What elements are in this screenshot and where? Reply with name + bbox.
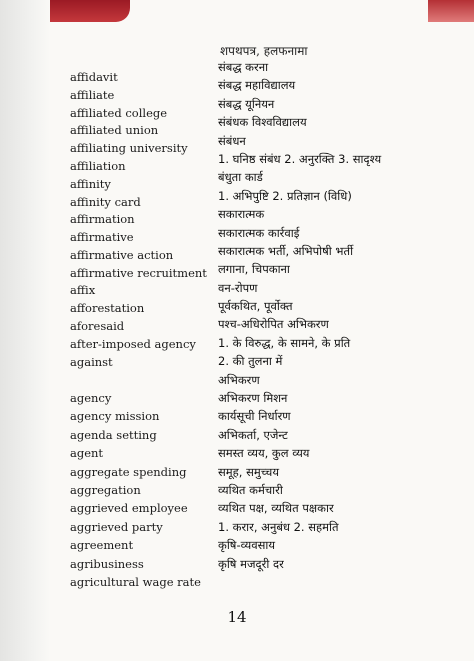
english-term: agency mission	[70, 409, 160, 424]
hindi-gloss: संबंधक विश्वविद्यालय	[218, 115, 307, 130]
glossary-row	[0, 78, 474, 102]
glossary-row	[0, 538, 474, 556]
glossary-row	[0, 244, 474, 262]
hindi-gloss: 1. करार, अनुबंध 2. सहमति	[218, 519, 339, 534]
glossary-row	[0, 317, 474, 335]
hindi-gloss: लगाना, चिपकाना	[218, 262, 290, 277]
hindi-gloss: अभिकरण	[218, 372, 260, 387]
glossary-row	[0, 557, 474, 575]
hindi-gloss: पूर्वकथित, पूर्वोक्त	[218, 299, 293, 314]
hindi-gloss: अभिकर्ता, एजेन्ट	[218, 427, 288, 442]
book-cover-edge	[50, 0, 130, 22]
hindi-gloss: समूह, समुच्चय	[218, 464, 280, 479]
english-term: affiliate	[70, 87, 115, 102]
glossary-entries	[0, 60, 474, 593]
glossary-row	[0, 391, 474, 409]
hindi-gloss: संबद्ध यूनियन	[218, 96, 275, 111]
english-term: aforesaid	[70, 319, 125, 334]
english-term: aggregation	[70, 482, 141, 497]
page-number: 14	[227, 608, 247, 626]
glossary-row	[0, 483, 474, 501]
hindi-gloss: वन-रोपण	[218, 280, 258, 295]
hindi-gloss: सकारात्मक कार्रवाई	[218, 225, 300, 240]
top-hindi-gloss: शपथपत्र, हलफनामा	[220, 44, 308, 58]
english-term: agribusiness	[70, 556, 144, 571]
hindi-gloss: सकारात्मक	[218, 207, 265, 222]
english-term: agent	[70, 446, 104, 461]
english-term: agreement	[70, 538, 134, 553]
hindi-gloss: संबंधन	[218, 133, 246, 148]
glossary-row	[0, 520, 474, 538]
glossary-row	[0, 189, 474, 207]
hindi-gloss: 1. के विरुद्ध, के सामने, के प्रति	[218, 335, 351, 350]
hindi-gloss: संबद्ध महाविद्यालय	[218, 78, 296, 93]
english-term: afforestation	[70, 301, 145, 316]
english-term: affirmative	[70, 230, 134, 245]
english-term: affinity card	[70, 194, 141, 209]
glossary-row	[0, 428, 474, 446]
english-term: after-imposed agency	[70, 336, 196, 351]
hindi-gloss: व्यथित पक्ष, व्यथित पक्षकार	[218, 501, 334, 516]
english-term: affidavit	[70, 70, 118, 84]
english-term: affiliated college	[70, 105, 168, 120]
english-term: aggregate spending	[70, 464, 187, 479]
english-term: affiliating university	[70, 141, 188, 156]
hindi-gloss: 1. घनिष्ठ संबंध 2. अनुरक्ति 3. सादृश्य	[218, 151, 382, 166]
hindi-gloss: 1. अभिपुष्टि 2. प्रतिज्ञान (विधि)	[218, 188, 352, 203]
hindi-gloss: कृषि मजदूरी दर	[218, 556, 284, 571]
glossary-row	[0, 575, 474, 593]
hindi-gloss: व्यथित कर्मचारी	[218, 482, 283, 497]
glossary-row	[0, 60, 474, 84]
glossary-row	[0, 96, 474, 120]
english-term: affix	[70, 283, 96, 298]
glossary-row	[0, 336, 474, 354]
glossary-row	[0, 354, 474, 372]
hindi-gloss: सकारात्मक भर्ती, अभिपोषी भर्ती	[218, 243, 354, 258]
glossary-row	[0, 115, 474, 138]
hindi-gloss: कृषि-व्यवसाय	[218, 538, 276, 553]
english-term: affiliated union	[70, 123, 159, 138]
hindi-gloss: संबद्ध करना	[218, 60, 269, 74]
english-term: affiliation	[70, 158, 126, 173]
glossary-row	[0, 299, 474, 317]
hindi-gloss: अभिकरण मिशन	[218, 391, 288, 406]
english-term: aggrieved party	[70, 519, 163, 534]
glossary-row	[0, 373, 474, 391]
hindi-gloss: पश्च-अधिरोपित अभिकरण	[218, 317, 329, 332]
glossary-row	[0, 446, 474, 464]
glossary-row	[0, 262, 474, 280]
hindi-gloss: कार्यसूची निर्धारण	[218, 409, 291, 424]
english-term: agricultural wage rate	[70, 574, 201, 589]
english-term: agency	[70, 391, 112, 406]
hindi-gloss: 2. की तुलना में	[218, 354, 283, 369]
glossary-row	[0, 281, 474, 299]
glossary-row	[0, 133, 474, 156]
english-term: affirmative recruitment	[70, 265, 207, 280]
glossary-row	[0, 465, 474, 483]
english-term: against	[70, 354, 113, 369]
glossary-row	[0, 409, 474, 427]
glossary-row	[0, 170, 474, 191]
english-term: affirmation	[70, 212, 135, 227]
glossary-row	[0, 207, 474, 225]
english-term: affinity	[70, 176, 111, 191]
glossary-row	[0, 501, 474, 519]
book-cover-edge-right	[428, 0, 474, 22]
hindi-gloss: समस्त व्यय, कुल व्यय	[218, 446, 310, 461]
english-term: agenda setting	[70, 427, 157, 442]
english-term: aggrieved employee	[70, 501, 188, 516]
glossary-row	[0, 151, 474, 173]
glossary-row	[0, 226, 474, 244]
english-term: affirmative action	[70, 247, 174, 262]
hindi-gloss: बंधुता कार्ड	[218, 170, 263, 185]
